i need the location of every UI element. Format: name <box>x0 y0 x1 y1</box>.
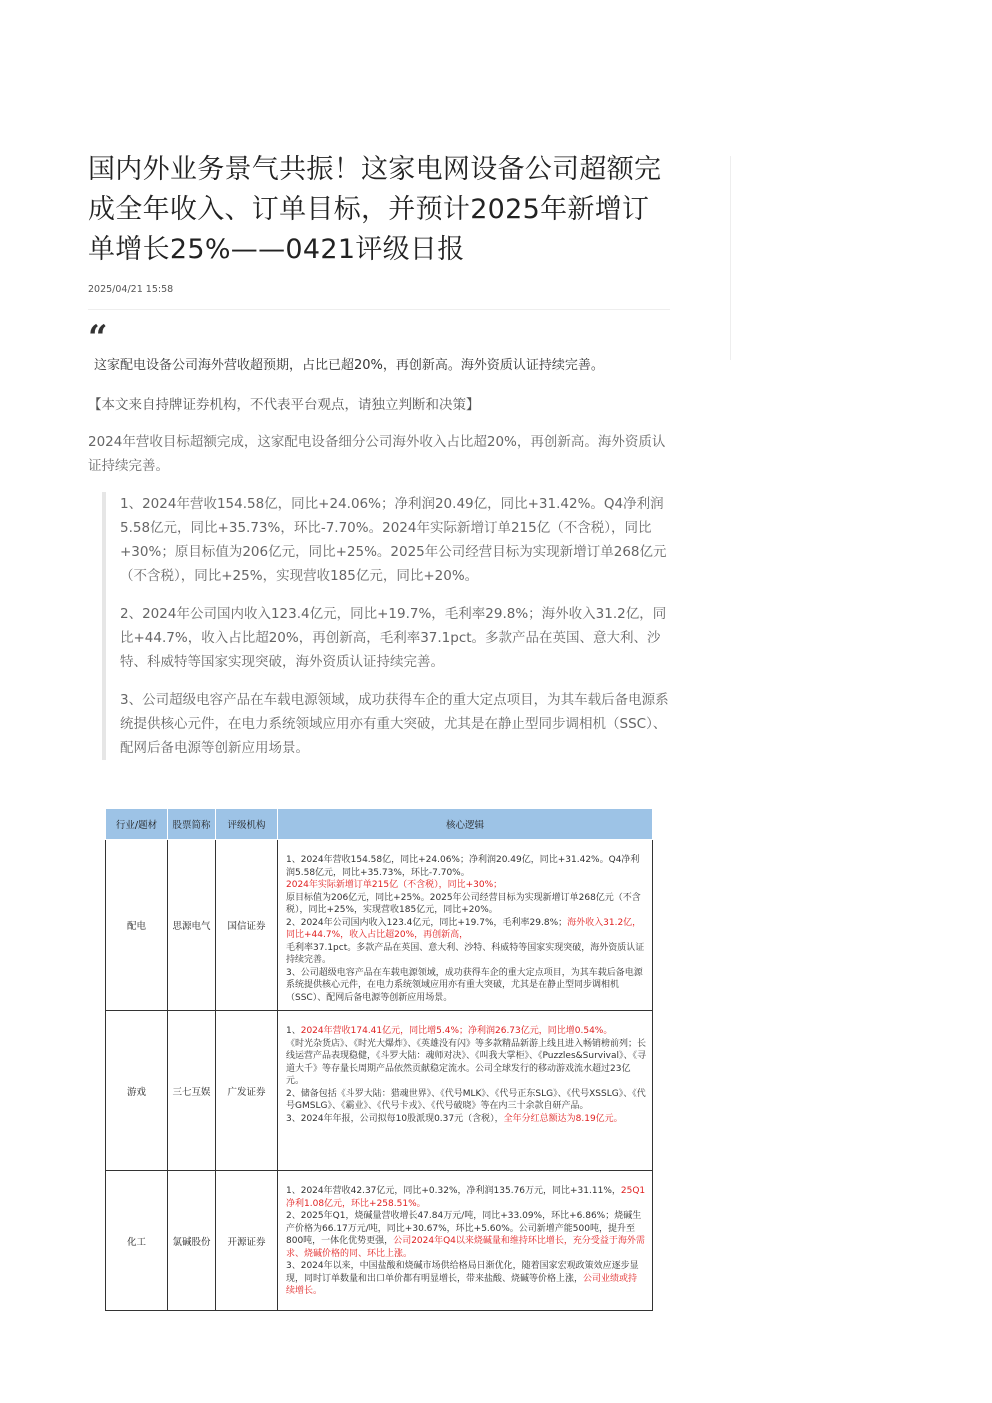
article-title: 国内外业务景气共振！这家电网设备公司超额完成全年收入、订单目标，并预计2025年新增订单增长25%——0421评级日报 <box>88 154 662 265</box>
publish-date: 2025/04/21 15:58 <box>88 284 174 295</box>
cell-industry: 化工 <box>106 1171 168 1311</box>
cell-industry: 配电 <box>106 840 168 1011</box>
cell-logic <box>278 1171 653 1311</box>
logic-line: 2、储备包括《斗罗大陆：猎魂世界》、《代号MLK》、《代号正东SLG》、《代号XSSLG》、《代号GMSLG》、《霸业》、《代号卡戎》、《代号破晓》等在内三十余款自研产品。 <box>286 1088 646 1111</box>
table-row <box>106 1011 653 1171</box>
title-divider <box>88 309 670 310</box>
cell-logic <box>278 840 653 1011</box>
rating-table <box>105 808 653 1311</box>
logic-line: 2、2025年Q1，烧碱量营收增长47.84万元/吨，同比+33.09%，环比+6.86%；烧碱生产价格为66.17万元/吨，同比+30.67%，环比+5.60%。公司新增产能500吨，提升至800吨，一体化优势更强，公司2024年Q4以来烧碱量和维持环比增长，充分受益于海外需求、烧碱价格的同、环比上涨。 <box>286 1211 645 1259</box>
header-industry: 行业/题材 <box>106 809 168 840</box>
table-row <box>106 1171 653 1311</box>
cell-industry: 游戏 <box>106 1011 168 1171</box>
cell-agency: 广发证券 <box>216 1011 278 1171</box>
cell-agency: 开源证券 <box>216 1171 278 1311</box>
disclaimer: 【本文来自持牌证券机构，不代表平台观点，请独立判断和决策】 <box>88 397 480 413</box>
key-point: 3、公司超级电容产品在车载电源领域，成功获得车企的重大定点项目，为其车载后备电源系统提供核心元件，在电力系统领域应用亦有重大突破，尤其是在静止型同步调相机（SSC）、配网后备电源等创新应用场景。 <box>120 692 669 756</box>
logic-line: 2024年实际新增订单215亿（不含税），同比+30%； <box>286 880 503 890</box>
logic-line: 原目标值为206亿元，同比+25%。2025年公司经营目标为实现新增订单268亿元（不含税），同比+25%，实现营收185亿元，同比+20%。 <box>286 892 641 915</box>
logic-line: 《时光杂货店》、《时光大爆炸》、《英雄没有闪》等多款精品新游上线且进入畅销榜前列；长线运营产品表现稳健，《斗罗大陆：魂师对决》、《叫我大掌柜》、《Puzzles&Survival》、《寻道大千》等存量长周期产品依然贡献稳定流水。公司全球发行的移动游戏流水超过23亿元。 <box>286 1038 647 1086</box>
key-point: 2、2024年公司国内收入123.4亿元，同比+19.7%，毛利率29.8%；海外收入31.2亿，同比+44.7%，收入占比超20%，再创新高，毛利率37.1pct。多款产品在英国、意大利、沙特、科威特等国家实现突破，海外资质认证持续完善。 <box>120 606 667 670</box>
logic-line: 1、2024年营收174.41亿元，同比增5.4%；净利润26.73亿元，同比增0.54%。 <box>286 1026 613 1036</box>
cell-agency: 国信证券 <box>216 840 278 1011</box>
quote-icon: “ <box>88 318 108 358</box>
cell-stock: 氯碱股份 <box>168 1171 216 1311</box>
logic-line: 1、2024年营收154.58亿，同比+24.06%；净利润20.49亿，同比+31.42%。Q4净利润5.58亿元，同比+35.73%，环比-7.70%。 <box>286 855 640 878</box>
key-point: 1、2024年营收154.58亿，同比+24.06%；净利润20.49亿，同比+31.42%。Q4净利润5.58亿元，同比+35.73%，环比-7.70%。2024年实际新增订单215亿（不含税），同比+30%；原目标值为206亿元，同比+25%。2025年公司经营目标为实现新增订单268亿元（不含税），同比+25%，实现营收185亿元，同比+20%。 <box>120 496 667 584</box>
sidebar-divider <box>730 156 731 360</box>
article <box>88 150 670 774</box>
logic-line: 2、2024年公司国内收入123.4亿元，同比+19.7%，毛利率29.8%；海外收入31.2亿，同比+44.7%，收入占比超20%，再创新高， <box>286 917 642 940</box>
cell-logic <box>278 1011 653 1171</box>
header-stock: 股票简称 <box>168 809 216 840</box>
logic-line: 毛利率37.1pct。多款产品在英国、意大利、沙特、科威特等国家实现突破，海外资质认证持续完善。 <box>286 942 645 965</box>
cell-stock: 三七互娱 <box>168 1011 216 1171</box>
key-points-blockquote <box>102 492 670 760</box>
header-agency: 评级机构 <box>216 809 278 840</box>
intro-paragraph: 2024年营收目标超额完成，这家配电设备细分公司海外收入占比超20%，再创新高。海外资质认证持续完善。 <box>88 434 666 474</box>
logic-line: 3、公司超级电容产品在车载电源领域，成功获得车企的重大定点项目，为其车载后备电源系统提供核心元件，在电力系统领域应用亦有重大突破，尤其是在静止型同步调相机（SSC）、配网后备电源等创新应用场景。 <box>286 967 643 1003</box>
logic-line: 1、2024年营收42.37亿元，同比+0.32%，净利润135.76万元，同比+31.11%，25Q1净利1.08亿元，环比+258.51%。 <box>286 1186 646 1209</box>
table-row <box>106 840 653 1011</box>
article-summary: 这家配电设备公司海外营收超预期，占比已超20%，再创新高。海外资质认证持续完善。 <box>94 358 604 373</box>
rating-table-image <box>105 808 652 1311</box>
table-header-row <box>106 809 653 840</box>
header-logic: 核心逻辑 <box>278 809 653 840</box>
logic-line: 3、2024年年报，公司拟每10股派现0.37元（含税），全年分红总额达为8.19亿元。 <box>286 1113 623 1124</box>
logic-line: 3、2024年以来，中国盐酸和烧碱市场供给格局日渐优化，随着国家宏观政策效应逐步显现，同时订单数量和出口单价都有明显增长，带来盐酸、烧碱等价格上涨，公司业绩或持续增长。 <box>286 1261 639 1296</box>
cell-stock: 思源电气 <box>168 840 216 1011</box>
